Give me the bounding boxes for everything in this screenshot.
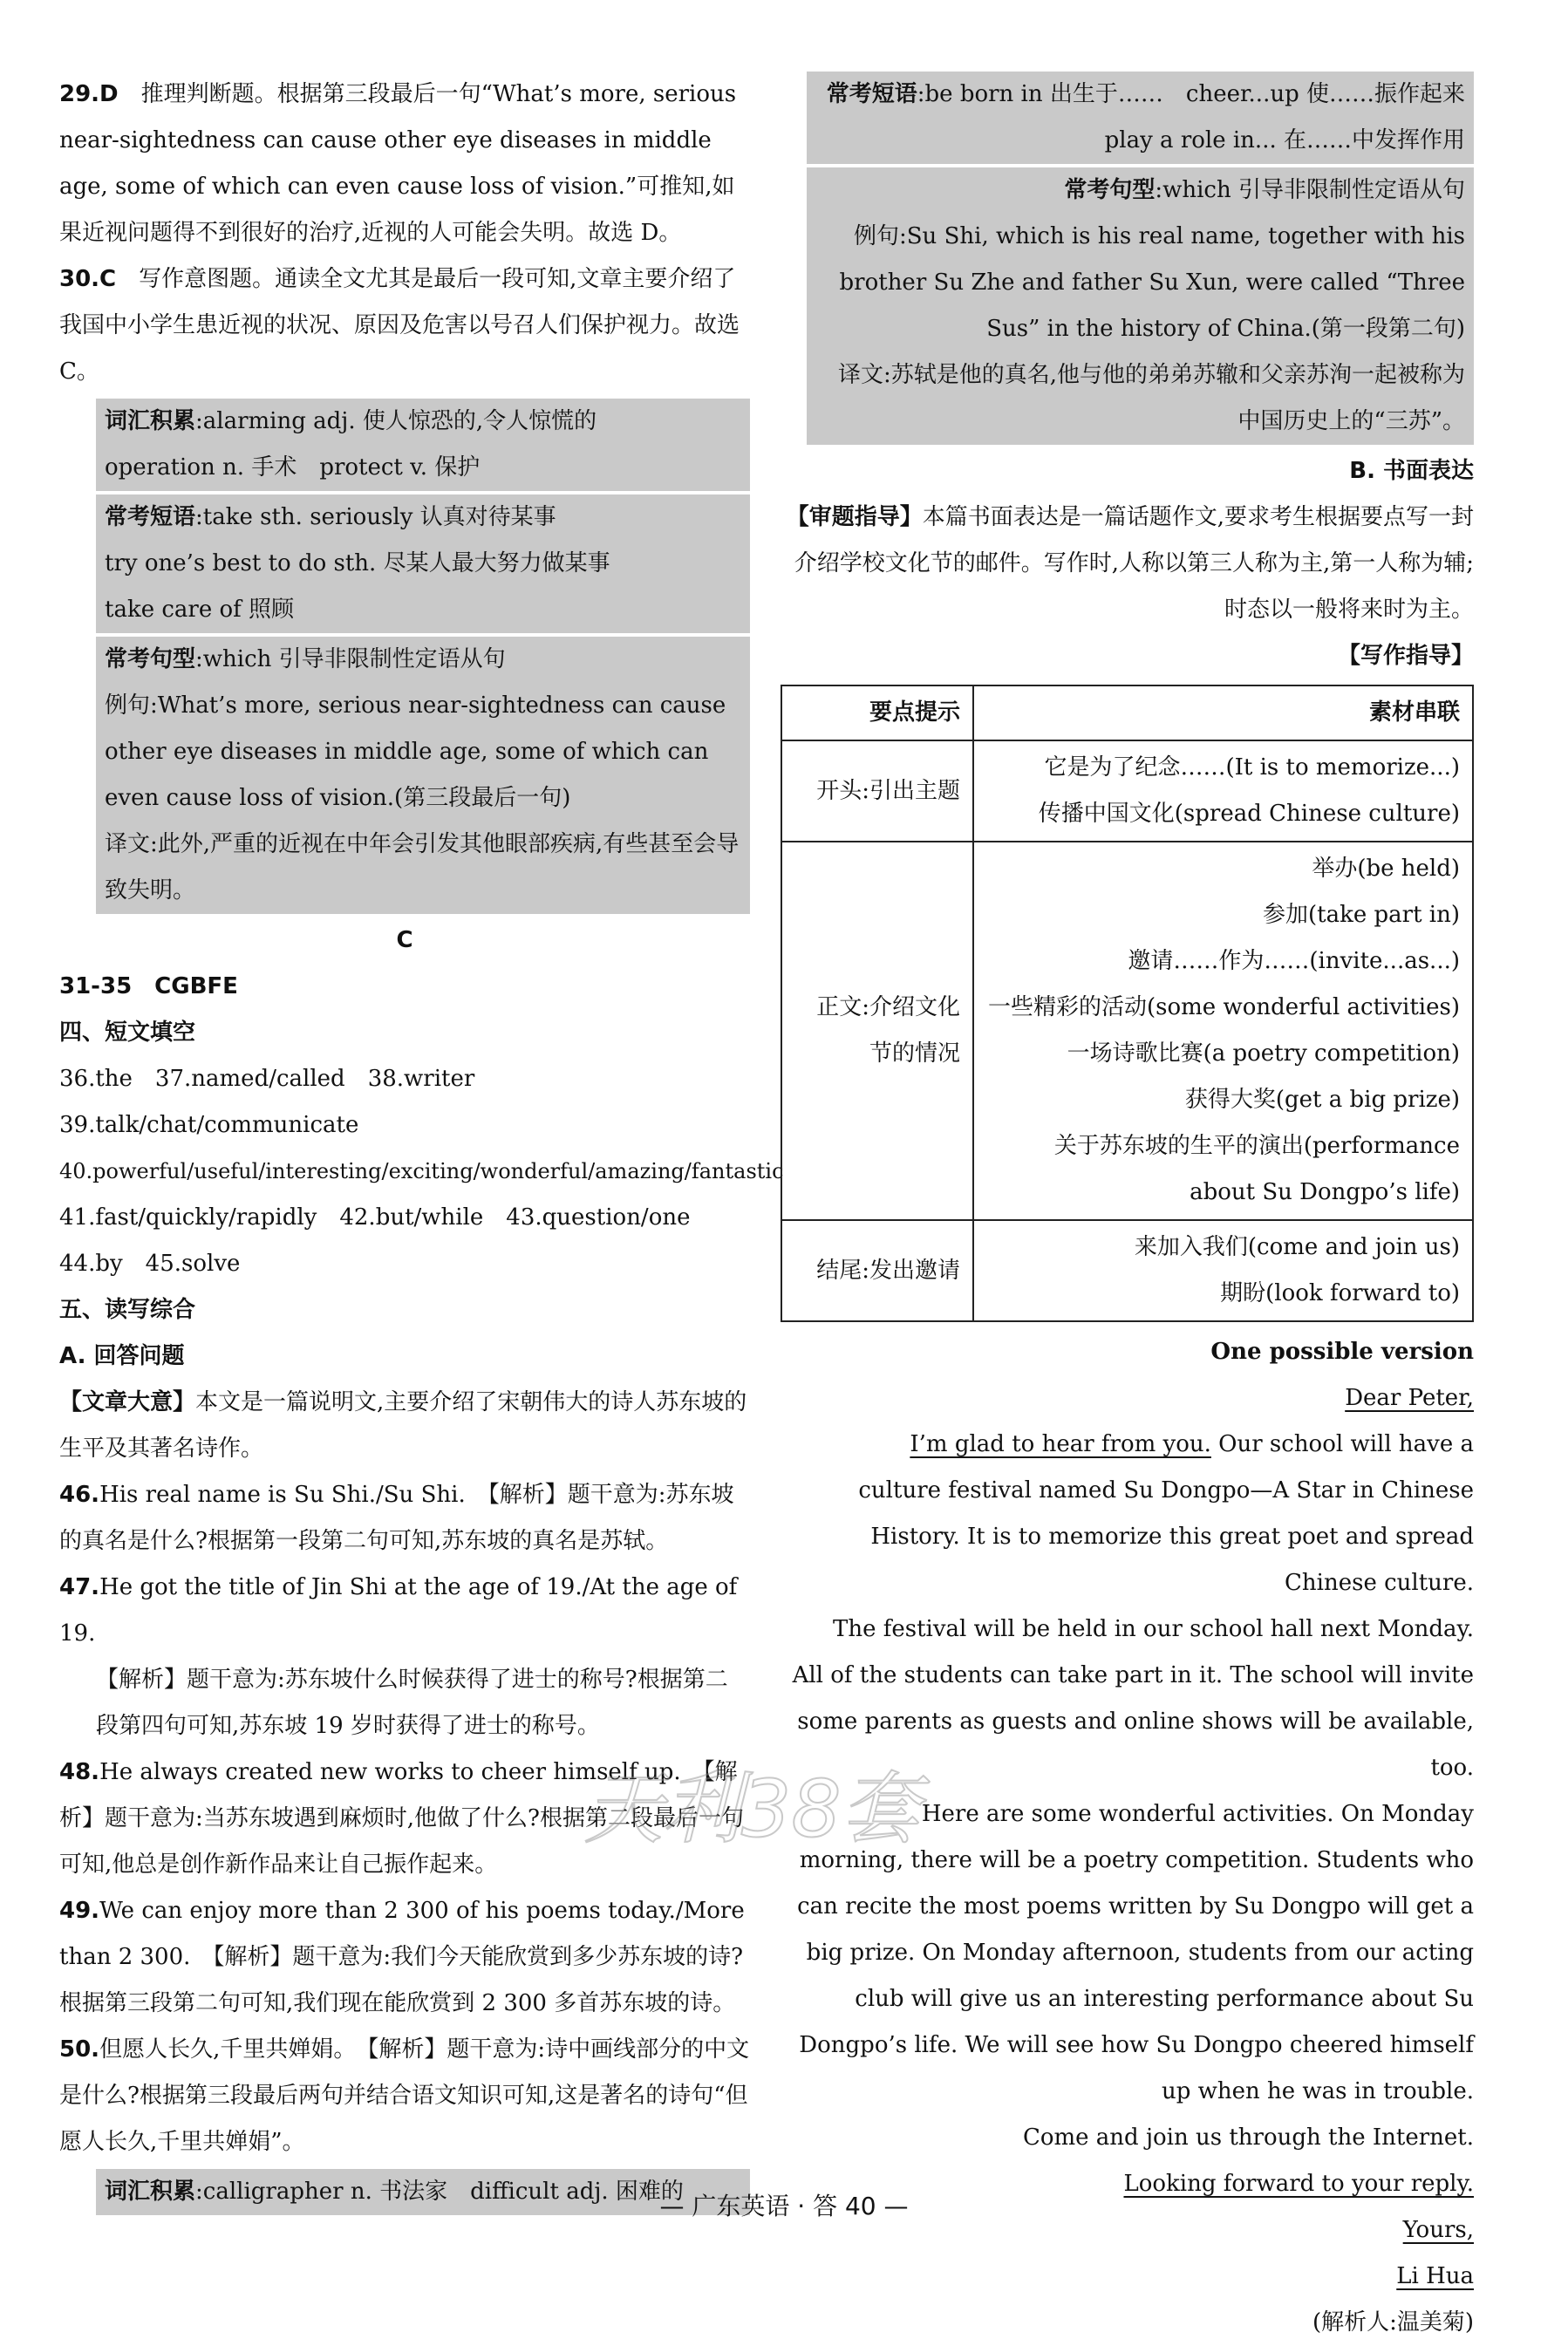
fill-line-1: 36.the 37.named/called 38.writer 39.talk/chat/communicate [59,1066,498,1138]
table-item: 邀请……作为……(invite...as...) [1128,948,1460,974]
pattern-2-translation: 译文:苏轼是他的真名,他与他的弟弟苏辙和父亲苏洵一起被称为中国历史上的“三苏”。 [837,362,1465,434]
letter-p3: Here are some wonderful activities. On Monday morning, there will be a poetry competition. Students who can recite the most poems written by Su Dongpo will get a big prize. On Monday afternoon, students from our acting club will give us an interesting performance about Su Dongpo’s life. We will see how Su Dongpo cheered himself up when he was in trouble. [797,1801,1474,2104]
q46-num: 46. [59,1482,100,1508]
fill-line-3: 41.fast/quickly/rapidly 42.but/while 43.question/one [59,1204,691,1231]
table-item: 参加(take part in) [1263,902,1460,928]
table-cell-opening-materials [973,740,1473,842]
table-item: 举办(be held) [1312,856,1460,882]
table-item: 关于苏东坡的生平的演出(performance about Su Dongpo’s life) [1053,1133,1460,1205]
table-cell-opening: 开头:引出主题 [781,740,973,842]
fill-line-4: 44.by 45.solve [59,1251,241,1277]
review-guide-label: 【审题指导】 [786,504,923,530]
q47-text: He got the title of Jin Shi at the age of 19./At the age of 19. [59,1574,738,1647]
phrase-line-1: take sth. seriously 认真对待某事 [202,504,556,530]
table-cell-body: 正文:介绍文化节的情况 [781,842,973,1220]
q29-num: 29.D [59,81,119,107]
q29-text: 推理判断题。根据第三段最后一句“What’s more, serious near-sightedness can cause other eye diseases in middle age, some of which can even cause loss of vision.”可推知,如果近视问题得不到很好的治疗,近视的人可能会失明。故选 D。 [59,81,737,246]
q30-text: 写作意图题。通读全文尤其是最后一段可知,文章主要介绍了我国中小学生患近视的状况、原因及危害以号召人们保护视力。故选 C。 [59,266,740,385]
vocab-box-1: 词汇积累:alarming adj. 使人惊恐的,令人惊慌的 operation n. 手术 protect v. 保护 [96,399,750,491]
table-item: 获得大奖(get a big prize) [1184,1087,1460,1113]
phrase-box-2: 常考短语:be born in 出生于…… cheer...up 使……振作起来 play a role in... 在……中发挥作用 [807,72,1474,164]
q48-text: He always created new works to cheer himself up. 【解析】题干意为:当苏东坡遇到麻烦时,他做了什么?根据第二段最后一句可知,他总是创作新作品来让自己振作起来。 [59,1759,744,1878]
table-row-opening [781,740,1473,842]
section-a-heading: A. 回答问题 [59,1343,185,1369]
table-cell-ending-materials [973,1220,1473,1321]
answers-31-35 [59,964,750,1010]
phrase-line-2: try one’s best to do sth. 尽某人最大努力做某事 [105,550,610,576]
pattern-translation: 译文:此外,严重的近视在中年会引发其他眼部疾病,有些甚至会导致失明。 [105,831,740,904]
pattern-box-2: 常考句型:which 引导非限制性定语从句 例句:Su Shi, which is his real name, together with his brother Su Zhe and father Su Xun, were called “Three Sus” in the history of China.(第一段第二句) 译文:苏轼是他的真名,他与他的弟弟苏辙和父亲苏洵一起被称为中国历史上的“三苏”。 [807,167,1474,445]
pattern-example: 例句:What’s more, serious near-sightedness can cause other eye diseases in middle age, some of which can even cause loss of vision.(第三段最后一句) [105,692,726,811]
letter-closing: Yours, [1402,2217,1474,2243]
pattern-line-1: which 引导非限制性定语从句 [202,646,506,672]
table-item: 一场诗歌比赛(a poetry competition) [1067,1040,1460,1067]
letter-p1 [781,1422,1474,1606]
q47-num: 47. [59,1574,100,1600]
q47 [59,1565,750,1657]
section-5-heading: 五、读写综合 [59,1297,196,1323]
analyst-credit: (解析人:温美菊) [1312,2309,1474,2336]
answers-31-35-num: 31-35 [59,973,133,999]
phrase-label: 常考短语 [105,504,196,530]
pattern-label-2: 常考句型 [1064,177,1156,203]
table-item: 它是为了纪念……(It is to memorize...) [1044,754,1460,781]
phrase-box-1: 常考短语:take sth. seriously 认真对待某事 try one’s best to do sth. 尽某人最大努力做某事 take care of 照顾 [96,494,750,633]
fill-line-2: 40.powerful/useful/interesting/exciting/wonderful/amazing/fantastic [59,1159,784,1183]
pattern-2-example: 例句:Su Shi, which is his real name, together with his brother Su Zhe and father Su Xun, were called “Three Sus” in the history of China.(第一段第二句) [839,223,1465,342]
main-idea-label: 【文章大意】 [59,1389,196,1415]
phrase-2-line-1: be born in 出生于…… cheer...up 使……振作起来 [924,81,1465,107]
table-row-body [781,842,1473,1220]
letter-p2: The festival will be held in our school hall next Monday. All of the students can take part in it. The school will invite some parents as guests and online shows will be available, too. [792,1616,1474,1781]
pattern-box-1: 常考句型:which 引导非限制性定语从句 例句:What’s more, serious near-sightedness can cause other eye diseases in middle age, some of which can even cause loss of vision.(第三段最后一句) 译文:此外,严重的近视在中年会引发其他眼部疾病,有些甚至会导致失明。 [96,637,750,914]
section-b-heading: B. 书面表达 [1349,458,1474,484]
phrase-label-2: 常考短语 [826,81,917,107]
review-guide [781,494,1474,633]
table-item: 期盼(look forward to) [1220,1280,1460,1306]
q29 [59,72,750,256]
right-column [781,72,1474,2346]
letter-p4: Come and join us through the Internet. [1022,2124,1474,2151]
review-guide-text: 本篇书面表达是一篇话题作文,要求考生根据要点写一封介绍学校文化节的邮件。写作时,人称以第三人称为主,第一人称为辅;时态以一般将来时为主。 [794,504,1474,623]
letter-greeting: Dear Peter, [1345,1385,1474,1411]
q49 [59,1888,750,2027]
q49-num: 49. [59,1898,100,1924]
q50-num: 50. [59,2036,100,2063]
vocab-line-1: alarming adj. 使人惊恐的,令人惊慌的 [202,408,597,434]
answers-31-35-text: CGBFE [154,973,238,999]
table-item: 来加入我们(come and join us) [1134,1234,1460,1260]
svg-text:天利38套: 天利38套 [584,1763,920,1855]
table-cell-ending: 结尾:发出邀请 [781,1220,973,1321]
letter-signature: Li Hua [1396,2263,1474,2289]
q30 [59,256,750,395]
q47-analysis: 【解析】题干意为:苏东坡什么时候获得了进士的称号?根据第二段第四句可知,苏东坡 19 岁时获得了进士的称号。 [96,1667,728,1739]
vocab-box-2-text: calligrapher n. 书法家 difficult adj. 困难的 [202,2179,684,2205]
pattern-2-line-1: which 引导非限制性定语从句 [1162,177,1465,203]
letter-name-wrap [781,2254,1474,2300]
main-idea-text: 本文是一篇说明文,主要介绍了宋朝伟大的诗人苏东坡的生平及其著名诗作。 [59,1389,747,1462]
main-idea [59,1380,750,1472]
table-header-materials: 素材串联 [973,685,1473,740]
q50-text: 但愿人长久,千里共婵娟。 【解析】题干意为:诗中画线部分的中文是什么?根据第三段最后两句并结合语文知识可知,这是著名的诗句“但愿人长久,千里共婵娟”。 [59,2036,750,2155]
q50 [59,2027,750,2165]
letter-p1-underlined: I’m glad to hear from you. [910,1431,1211,1457]
vocab-box-2: 词汇积累:calligrapher n. 书法家 difficult adj. 困难的 [96,2169,750,2215]
q49-text: We can enjoy more than 2 300 of his poems today./More than 2 300. 【解析】题干意为:我们今天能欣赏到多少苏东坡的诗?根据第三段第二句可知,我们现在能欣赏到 2 300 多首苏东坡的诗。 [59,1898,745,2016]
possible-version-title: One possible version [1210,1339,1474,1365]
letter-p5: Looking forward to your reply. [1123,2171,1474,2197]
table-header-points: 要点提示 [781,685,973,740]
q48-num: 48. [59,1759,100,1785]
table-cell-body-materials [973,842,1473,1220]
writing-guide-label: 【写作指导】 [1337,643,1474,669]
section-c: C [396,927,413,953]
table-row-ending [781,1220,1473,1321]
q46 [59,1472,750,1565]
page-footer: — 广东英语 · 答 40 — [659,2192,909,2220]
q46-text: His real name is Su Shi./Su Shi. 【解析】题干意为:苏东坡的真名是什么?根据第一段第二句可知,苏东坡的真名是苏轼。 [59,1482,734,1554]
writing-guide-table [781,685,1474,1322]
table-header-row [781,685,1473,740]
table-item: 一些精彩的活动(some wonderful activities) [988,994,1460,1020]
letter-p1-text: Our school will have a culture festival named Su Dongpo—A Star in Chinese History. It is to memorize this great poet and spread Chinese culture. [858,1431,1474,1596]
watermark-logo [567,1736,1038,1884]
section-4-heading: 四、短文填空 [59,1020,196,1046]
vocab-label: 词汇积累 [105,408,196,434]
phrase-line-3: take care of 照顾 [105,597,295,623]
pattern-label: 常考句型 [105,646,196,672]
phrase-2-line-2: play a role in... 在……中发挥作用 [1104,127,1465,153]
table-item: 传播中国文化(spread Chinese culture) [1038,801,1460,827]
vocab-line-2: operation n. 手术 protect v. 保护 [105,454,481,481]
q30-num: 30.C [59,266,117,292]
vocab-label-2: 词汇积累 [105,2179,196,2205]
